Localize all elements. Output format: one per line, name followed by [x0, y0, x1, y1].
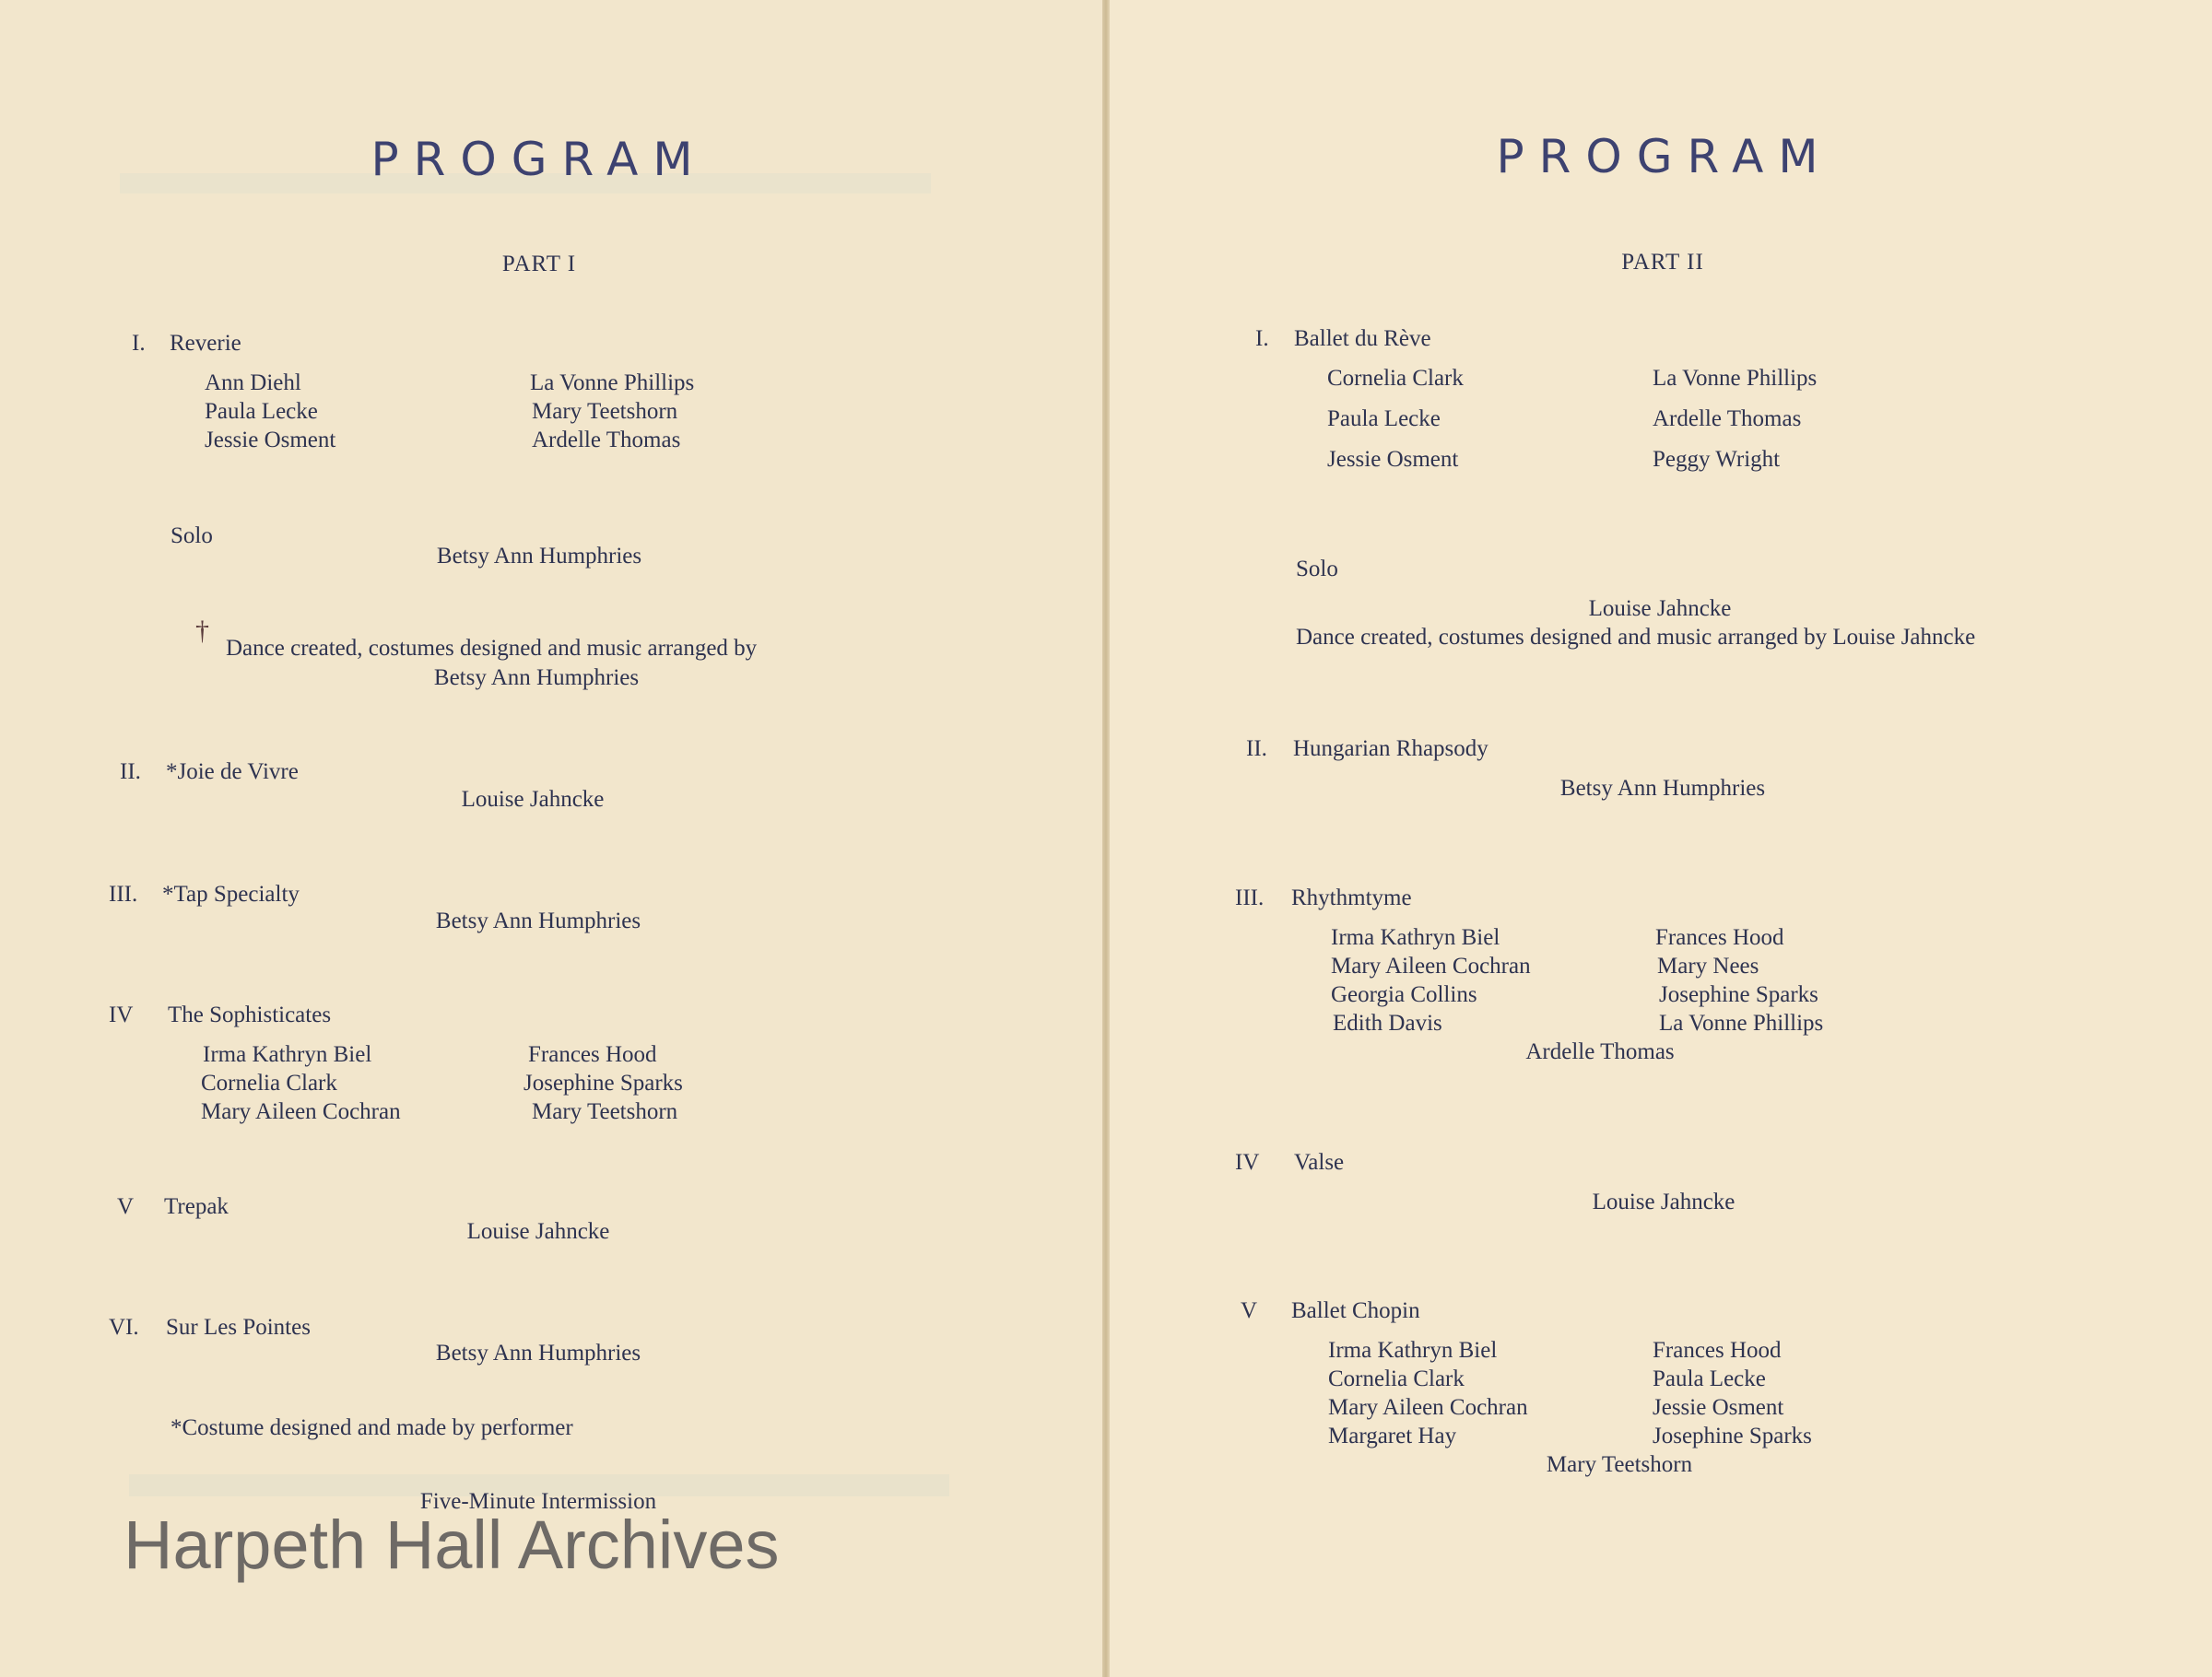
performer: Irma Kathryn Biel — [1328, 1338, 1498, 1363]
performer: Josephine Sparks — [1653, 1424, 1812, 1448]
item-title: Reverie — [170, 331, 241, 356]
performer: Mary Aileen Cochran — [201, 1099, 401, 1124]
performer-center: Mary Teetshorn — [1546, 1452, 1693, 1477]
performer: Edith Davis — [1333, 1011, 1442, 1036]
item-title: Ballet du Rève — [1294, 326, 1431, 351]
solo-note: Dance created, costumes designed and music arranged by — [226, 636, 758, 661]
item-title: Ballet Chopin — [1291, 1298, 1420, 1323]
archive-watermark: Harpeth Hall Archives — [124, 1507, 780, 1583]
performer: Josephine Sparks — [1659, 982, 1818, 1007]
item-number: I. — [132, 331, 146, 356]
solo-performer: Betsy Ann Humphries — [436, 544, 642, 569]
performer: Georgia Collins — [1331, 982, 1477, 1007]
performer: Mary Aileen Cochran — [1328, 1395, 1528, 1420]
performer: Josephine Sparks — [524, 1071, 683, 1096]
performer: Louise Jahncke — [1592, 1190, 1735, 1214]
item-title: The Sophisticates — [168, 1003, 332, 1027]
solo-label: Solo — [1296, 557, 1338, 581]
performer: Ardelle Thomas — [1653, 406, 1802, 431]
solo-note-name: Betsy Ann Humphries — [433, 665, 640, 690]
performer: Louise Jahncke — [466, 1219, 610, 1244]
solo-performer: Louise Jahncke — [1588, 596, 1732, 621]
performer: Cornelia Clark — [1327, 366, 1464, 391]
performer: Mary Teetshorn — [532, 399, 678, 424]
performer: Irma Kathryn Biel — [1331, 925, 1500, 950]
item-number: IV — [109, 1003, 134, 1027]
item-title: Trepak — [164, 1194, 229, 1219]
performer: La Vonne Phillips — [530, 370, 695, 395]
performer: Jessie Osment — [205, 428, 336, 452]
performer: Jessie Osment — [1327, 447, 1459, 472]
item-title: *Joie de Vivre — [166, 759, 299, 784]
item-title: Rhythmtyme — [1291, 885, 1412, 910]
performer: Margaret Hay — [1328, 1424, 1457, 1448]
program-title-right: PROGRAM — [1496, 130, 1833, 183]
performer: Ardelle Thomas — [532, 428, 681, 452]
performer: Betsy Ann Humphries — [435, 1341, 641, 1366]
item-number: II. — [120, 759, 141, 784]
performer: Ann Diehl — [205, 370, 301, 395]
item-number: IV — [1235, 1150, 1260, 1175]
performer: Louise Jahncke — [461, 787, 605, 812]
item-title: Sur Les Pointes — [166, 1315, 311, 1340]
performer: Paula Lecke — [1327, 406, 1441, 431]
intermission: Five-Minute Intermission — [419, 1489, 657, 1514]
item-number: V — [1241, 1298, 1258, 1323]
part-heading-left: PART I — [501, 252, 577, 276]
solo-label: Solo — [171, 523, 213, 548]
program-title-left: PROGRAM — [371, 133, 708, 186]
performer: Mary Aileen Cochran — [1331, 954, 1531, 979]
item-title: Hungarian Rhapsody — [1293, 736, 1488, 761]
performer: Frances Hood — [1655, 925, 1784, 950]
item-number: V — [117, 1194, 135, 1219]
performer: Betsy Ann Humphries — [1559, 776, 1766, 801]
item-number: III. — [109, 882, 138, 907]
performer: Frances Hood — [528, 1042, 657, 1067]
right-page — [1110, 0, 2212, 1677]
performer: Peggy Wright — [1653, 447, 1781, 472]
performer-center: Ardelle Thomas — [1525, 1039, 1675, 1064]
performer: Paula Lecke — [205, 399, 318, 424]
performer: Cornelia Clark — [1328, 1366, 1465, 1391]
footnote: *Costume designed and made by performer — [171, 1415, 573, 1440]
item-title: Valse — [1294, 1150, 1345, 1175]
performer: Jessie Osment — [1653, 1395, 1784, 1420]
performer: La Vonne Phillips — [1653, 366, 1818, 391]
performer: Mary Teetshorn — [532, 1099, 678, 1124]
part-heading-right: PART II — [1621, 250, 1704, 275]
performer: La Vonne Phillips — [1659, 1011, 1824, 1036]
page-fold — [1102, 0, 1110, 1677]
item-number: I. — [1255, 326, 1269, 351]
performer: Betsy Ann Humphries — [435, 909, 641, 933]
performer: Cornelia Clark — [201, 1071, 337, 1096]
item-number: III. — [1235, 885, 1265, 910]
performer: Irma Kathryn Biel — [203, 1042, 372, 1067]
left-page — [0, 0, 1102, 1677]
item-number: VI. — [109, 1315, 139, 1340]
performer: Paula Lecke — [1653, 1366, 1766, 1391]
dagger-mark-icon: † — [195, 616, 209, 646]
performer: Mary Nees — [1657, 954, 1759, 979]
performer: Frances Hood — [1653, 1338, 1782, 1363]
item-title: *Tap Specialty — [162, 882, 300, 907]
item-number: II. — [1246, 736, 1267, 761]
solo-note: Dance created, costumes designed and music arranged by Louise Jahncke — [1296, 625, 1976, 650]
